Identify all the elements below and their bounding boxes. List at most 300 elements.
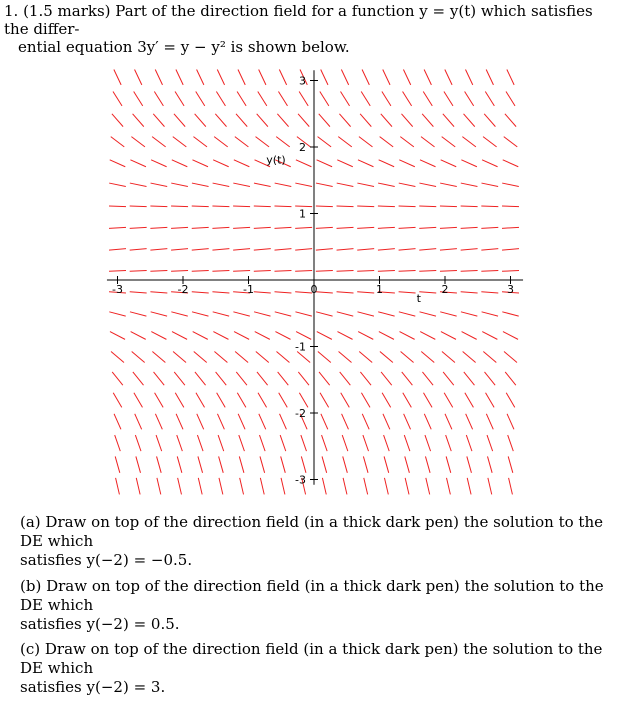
- direction-segment: [339, 352, 352, 363]
- direction-segment: [481, 227, 498, 228]
- direction-segment: [343, 456, 348, 472]
- direction-segment: [239, 456, 244, 472]
- direction-segment: [279, 393, 288, 408]
- part-b: [20, 577, 616, 634]
- direction-segment: [382, 393, 391, 408]
- direction-segment: [116, 478, 120, 495]
- direction-segment: [275, 312, 291, 316]
- direction-segment: [357, 292, 374, 293]
- y-tick-label: -3: [295, 473, 306, 487]
- direction-segment: [509, 478, 513, 495]
- direction-segment: [155, 414, 162, 430]
- direction-segment: [171, 271, 188, 272]
- direction-segment: [318, 137, 332, 147]
- direction-segment: [157, 478, 161, 495]
- direction-segment: [212, 249, 229, 250]
- direction-segment: [233, 312, 249, 316]
- direction-segment: [236, 372, 247, 385]
- direction-segment: [281, 478, 285, 495]
- direction-segment: [256, 137, 270, 147]
- direction-segment: [399, 312, 415, 316]
- direction-segment: [502, 183, 519, 186]
- direction-segment: [131, 332, 146, 340]
- direction-segment: [483, 137, 497, 147]
- direction-segment: [461, 312, 477, 316]
- direction-segment: [217, 393, 226, 408]
- direction-segment: [384, 478, 388, 495]
- direction-segment: [322, 456, 327, 472]
- direction-segment: [135, 435, 141, 451]
- direction-segment: [358, 332, 373, 340]
- direction-segment: [254, 271, 271, 272]
- direction-segment: [256, 352, 269, 363]
- part-c-line-1: (c) Draw on top of the direction field (in a thick dark pen) the solution to the DE which: [20, 640, 603, 677]
- direction-segment: [258, 92, 267, 106]
- direction-segment: [177, 435, 183, 451]
- direction-segment: [316, 227, 333, 228]
- direction-segment: [482, 312, 498, 316]
- direction-segment: [276, 352, 289, 363]
- direction-segment: [502, 227, 519, 228]
- direction-segment: [357, 271, 374, 272]
- direction-segment: [150, 292, 167, 293]
- direction-segment: [317, 160, 333, 167]
- direction-segment: [150, 206, 167, 207]
- direction-segment: [505, 372, 516, 385]
- direction-segment: [238, 414, 245, 430]
- direction-segment: [275, 183, 292, 186]
- direction-segment: [176, 414, 183, 430]
- x-tick-label: 1: [376, 283, 383, 296]
- direction-segment: [195, 372, 206, 385]
- direction-segment: [362, 414, 369, 430]
- direction-segment: [155, 69, 162, 84]
- direction-segment: [403, 69, 410, 84]
- direction-segment: [109, 206, 126, 207]
- direction-segment: [360, 114, 371, 127]
- direction-segment: [342, 414, 349, 430]
- direction-segment: [114, 69, 121, 84]
- direction-segment: [505, 114, 516, 127]
- direction-segment: [217, 414, 224, 430]
- direction-segment: [399, 160, 415, 167]
- part-b-line-2: satisfies y(−2) = 0.5.: [20, 615, 180, 633]
- y-tick-label: 3: [299, 74, 306, 88]
- direction-segment: [424, 69, 431, 84]
- direction-segment: [150, 271, 167, 272]
- direction-segment: [257, 372, 268, 385]
- direction-segment: [194, 352, 207, 363]
- direction-segment: [319, 114, 330, 127]
- direction-segment: [337, 312, 353, 316]
- direction-segment: [403, 393, 412, 408]
- y-tick-label: -1: [295, 340, 306, 354]
- x-tick-label: 3: [507, 283, 514, 296]
- direction-segment: [506, 92, 515, 106]
- direction-segment: [364, 478, 368, 495]
- direction-segment: [196, 393, 205, 408]
- direction-segment: [320, 92, 329, 106]
- direction-segment: [279, 69, 286, 84]
- direction-segment: [481, 249, 498, 250]
- direction-segment: [462, 137, 476, 147]
- direction-segment: [465, 92, 474, 106]
- direction-segment: [112, 114, 123, 127]
- direction-segment: [404, 435, 410, 451]
- direction-segment: [379, 160, 395, 167]
- direction-segment: [176, 69, 183, 84]
- direction-segment: [150, 227, 167, 228]
- direction-segment: [382, 92, 391, 106]
- direction-segment: [322, 435, 328, 451]
- direction-segment: [443, 114, 454, 127]
- direction-segment: [136, 456, 141, 472]
- direction-segment: [217, 69, 224, 84]
- direction-segment: [507, 414, 514, 430]
- direction-segment: [174, 372, 185, 385]
- direction-segment: [301, 456, 306, 472]
- direction-segment: [110, 332, 125, 340]
- direction-segment: [214, 137, 228, 147]
- direction-segment: [277, 114, 288, 127]
- part-c: [20, 640, 616, 697]
- direction-segment: [198, 478, 202, 495]
- direction-segment: [295, 312, 311, 316]
- direction-segment: [508, 456, 513, 472]
- direction-segment: [363, 435, 369, 451]
- direction-segment: [192, 206, 209, 207]
- direction-segment: [214, 352, 227, 363]
- direction-segment: [461, 160, 477, 167]
- direction-segment: [193, 137, 207, 147]
- direction-segment: [235, 352, 248, 363]
- direction-segment: [157, 456, 162, 472]
- direction-segment: [151, 332, 166, 340]
- direction-segment: [213, 160, 229, 167]
- direction-segment: [446, 435, 452, 451]
- direction-segment: [133, 114, 144, 127]
- direction-segment: [423, 393, 432, 408]
- direction-segment: [298, 372, 309, 385]
- direction-segment: [212, 271, 229, 272]
- direction-segment: [237, 393, 246, 408]
- direction-segment: [109, 312, 125, 316]
- y-tick-label: 1: [299, 207, 306, 221]
- direction-segment: [381, 372, 392, 385]
- direction-segment: [215, 114, 226, 127]
- direction-segment: [419, 249, 436, 250]
- x-tick-label: -3: [112, 283, 123, 296]
- direction-segment: [150, 249, 167, 250]
- direction-segment: [380, 137, 394, 147]
- direction-segment: [109, 183, 126, 186]
- direction-segment: [481, 271, 498, 272]
- direction-segment: [275, 332, 290, 340]
- direction-segment: [357, 249, 374, 250]
- direction-segment: [422, 372, 433, 385]
- direction-segment: [482, 160, 498, 167]
- direction-segment: [357, 183, 374, 186]
- direction-segment: [130, 206, 147, 207]
- direction-segment: [274, 206, 291, 207]
- direction-segment: [111, 352, 124, 363]
- direction-segment: [426, 478, 430, 495]
- direction-segment: [172, 160, 188, 167]
- direction-segment: [240, 478, 244, 495]
- direction-segment: [442, 137, 456, 147]
- direction-segment: [321, 69, 328, 84]
- direction-segment: [255, 332, 270, 340]
- direction-segment: [399, 227, 416, 228]
- direction-segment: [425, 435, 431, 451]
- direction-segment: [295, 227, 312, 228]
- direction-segment: [506, 393, 515, 408]
- direction-segment: [237, 92, 246, 106]
- direction-segment: [487, 435, 493, 451]
- direction-segment: [378, 271, 395, 272]
- direction-segment: [357, 312, 373, 316]
- direction-segment: [337, 206, 354, 207]
- direction-segment: [381, 114, 392, 127]
- direction-segment: [197, 414, 204, 430]
- direction-segment: [254, 312, 270, 316]
- direction-segment: [233, 227, 250, 228]
- question-line-1: 1. (1.5 marks) Part of the direction field for a function y = y(t) which satisfies the differ-: [4, 2, 593, 38]
- direction-segment: [278, 92, 287, 106]
- direction-segment: [384, 456, 389, 472]
- direction-segment: [274, 227, 291, 228]
- direction-segment: [508, 435, 514, 451]
- direction-segment: [219, 456, 224, 472]
- direction-segment: [380, 352, 393, 363]
- direction-segment: [152, 352, 165, 363]
- direction-segment: [239, 435, 245, 451]
- direction-segment: [134, 393, 143, 408]
- direction-segment: [400, 137, 414, 147]
- direction-segment: [419, 292, 436, 293]
- direction-segment: [379, 332, 394, 340]
- direction-segment: [445, 69, 452, 84]
- direction-segment: [422, 114, 433, 127]
- direction-segment: [404, 414, 411, 430]
- direction-segment: [383, 414, 390, 430]
- direction-segment: [278, 372, 289, 385]
- direction-segment: [135, 414, 142, 430]
- direction-segment: [113, 92, 122, 106]
- direction-segment: [260, 456, 265, 472]
- direction-segment: [322, 478, 326, 495]
- direction-segment: [484, 114, 495, 127]
- direction-segment: [192, 160, 208, 167]
- direction-segment: [295, 183, 312, 186]
- direction-segment: [275, 249, 292, 250]
- direction-segment: [384, 435, 390, 451]
- direction-segment: [504, 352, 517, 363]
- direction-segment: [486, 414, 493, 430]
- direction-segment: [467, 456, 472, 472]
- direction-segment: [504, 137, 518, 147]
- direction-segment: [337, 249, 354, 250]
- direction-segment: [507, 69, 514, 84]
- direction-segment: [296, 160, 312, 167]
- direction-segment: [192, 271, 209, 272]
- direction-segment: [275, 292, 292, 293]
- direction-segment: [111, 137, 125, 147]
- direction-segment: [419, 271, 436, 272]
- direction-segment: [419, 227, 436, 228]
- direction-segment: [173, 137, 187, 147]
- direction-segment: [441, 332, 456, 340]
- direction-segment: [420, 160, 436, 167]
- direction-segment: [130, 160, 146, 167]
- direction-segment: [136, 478, 140, 495]
- direction-segment: [486, 69, 493, 84]
- direction-segment: [488, 478, 492, 495]
- direction-segment: [483, 352, 496, 363]
- direction-segment: [192, 312, 208, 316]
- direction-segment: [360, 372, 371, 385]
- direction-segment: [171, 227, 188, 228]
- direction-segment: [238, 69, 245, 84]
- direction-segment: [440, 183, 457, 186]
- direction-segment: [212, 227, 229, 228]
- direction-segment: [337, 271, 354, 272]
- direction-segment: [213, 332, 228, 340]
- direction-segment: [503, 160, 519, 167]
- direction-segment: [420, 332, 435, 340]
- direction-segment: [446, 456, 451, 472]
- direction-segment: [154, 92, 163, 106]
- direction-segment: [421, 137, 435, 147]
- direction-segment: [298, 114, 309, 127]
- direction-segment: [337, 227, 354, 228]
- part-b-line-1: (b) Draw on top of the direction field (in a thick dark pen) the solution to the DE which: [20, 577, 604, 614]
- direction-segment: [154, 372, 165, 385]
- direction-segment: [502, 206, 519, 207]
- y-tick-label: 2: [299, 141, 306, 154]
- direction-segment: [254, 249, 271, 250]
- direction-segment: [488, 456, 493, 472]
- direction-segment: [445, 414, 452, 430]
- direction-segment: [461, 227, 478, 228]
- direction-segment: [441, 160, 457, 167]
- direction-segment: [130, 312, 146, 316]
- direction-segment: [342, 435, 348, 451]
- direction-segment: [402, 372, 413, 385]
- direction-segment: [173, 352, 186, 363]
- direction-segment: [440, 271, 457, 272]
- x-tick-label: -1: [243, 283, 254, 296]
- direction-segment: [401, 352, 414, 363]
- direction-segment: [378, 312, 394, 316]
- direction-segment: [399, 183, 416, 186]
- question-line-2: ential equation 3y′ = y − y² is shown below.: [18, 38, 350, 56]
- direction-segment: [259, 435, 265, 451]
- direction-segment: [192, 227, 209, 228]
- direction-segment: [443, 372, 454, 385]
- direction-segment: [503, 332, 518, 340]
- direction-segment: [177, 456, 182, 472]
- direction-segment: [212, 206, 229, 207]
- direction-segment: [259, 69, 266, 84]
- direction-segment: [171, 183, 188, 186]
- direction-segment: [421, 352, 434, 363]
- direction-segment: [484, 372, 495, 385]
- direction-segment: [319, 372, 330, 385]
- direction-segment: [400, 332, 415, 340]
- direction-segment: [482, 332, 497, 340]
- direction-segment: [178, 478, 182, 495]
- direction-segment: [463, 352, 476, 363]
- direction-segment: [197, 435, 203, 451]
- direction-segment: [295, 271, 312, 272]
- direction-segment: [219, 478, 223, 495]
- direction-segment: [378, 183, 395, 186]
- direction-segment: [130, 292, 147, 293]
- direction-segment: [130, 249, 147, 250]
- direction-segment: [295, 249, 312, 250]
- direction-segment: [419, 206, 436, 207]
- direction-segment: [218, 435, 224, 451]
- direction-segment: [192, 292, 209, 293]
- direction-segment: [131, 137, 145, 147]
- direction-segment: [316, 271, 333, 272]
- direction-segment: [357, 206, 374, 207]
- direction-segment: [461, 249, 478, 250]
- direction-segment: [405, 456, 410, 472]
- direction-segment: [316, 249, 333, 250]
- direction-segment: [461, 271, 478, 272]
- direction-segment: [316, 183, 333, 186]
- y-axis-label: y(t): [266, 153, 286, 167]
- direction-segment: [171, 312, 187, 316]
- direction-segment: [320, 393, 329, 408]
- direction-segment: [233, 271, 250, 272]
- direction-segment: [440, 312, 456, 316]
- direction-segment: [153, 114, 164, 127]
- direction-segment: [461, 292, 478, 293]
- direction-segment: [378, 227, 395, 228]
- direction-segment: [462, 332, 477, 340]
- direction-segment: [260, 478, 264, 495]
- direction-segment: [254, 183, 271, 186]
- direction-segment: [110, 160, 126, 167]
- direction-segment: [134, 92, 143, 106]
- direction-segment: [502, 312, 518, 316]
- direction-segment: [444, 393, 453, 408]
- direction-segment: [301, 435, 307, 451]
- direction-segment: [192, 183, 209, 186]
- x-tick-label: -2: [177, 283, 189, 296]
- direction-segment: [359, 137, 373, 147]
- part-c-line-2: satisfies y(−2) = 3.: [20, 678, 166, 696]
- direction-segment: [233, 206, 250, 207]
- direction-segment: [341, 69, 348, 84]
- x-tick-label: 2: [441, 283, 449, 296]
- direction-segment: [343, 478, 347, 495]
- direction-segment: [236, 114, 247, 127]
- direction-segment: [316, 206, 333, 207]
- direction-segment: [341, 393, 350, 408]
- x-tick-label: 0: [310, 283, 318, 296]
- direction-segment: [464, 114, 475, 127]
- direction-segment: [378, 206, 395, 207]
- direction-segment: [424, 414, 431, 430]
- direction-segment: [258, 393, 267, 408]
- direction-segment: [425, 456, 430, 472]
- direction-segment: [316, 292, 333, 293]
- direction-segment: [151, 160, 167, 167]
